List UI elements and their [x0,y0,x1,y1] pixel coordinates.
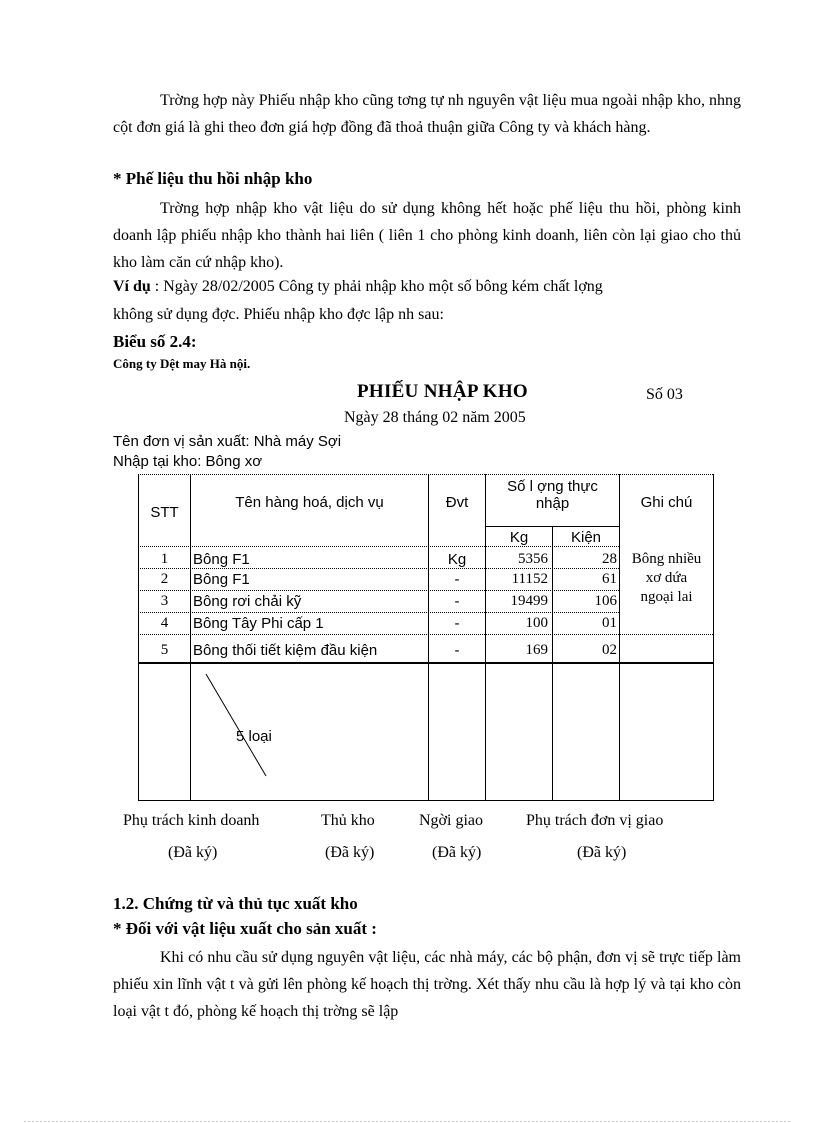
row-1-stt: 1 [160,551,169,567]
row-2-unit: - [454,571,460,588]
sig-signed-storekeeper: (Đã ký) [325,844,375,861]
col-line-5 [619,474,620,801]
section-heading-issue: 1.2. Chứng từ và thủ tục xuất kho [113,894,358,913]
form-title: PHIẾU NHẬP KHO [357,381,528,402]
table-top-border [138,474,714,475]
receiving-store: Nhập tại kho: Bông xơ [113,453,263,470]
paragraph-scrap-receipt: Trờng hợp nhập kho vật liệu do sử dụng không hết hoặc phế liệu thu hồi, phòng kinh doanh lập phiếu nhập kho thành hai liên ( liên 1 cho phòng kinh doanh, liên còn lại giao cho thủ kho làm căn cứ nhập kho). [113,200,741,271]
row-line-1 [138,568,619,569]
header-kg: Kg [509,529,529,546]
row-line-3 [138,612,619,613]
sig-role-business: Phụ trách kinh doanh [123,812,260,829]
sig-signed-business: (Đã ký) [168,844,218,861]
production-unit: Tên đơn vị sản xuất: Nhà máy Sợi [113,433,342,450]
header-stt: STT [150,504,179,521]
row-3-name: Bông rơi chải kỹ [193,593,302,610]
heading-scrap-receipt: * Phế liệu thu hồi nhập kho [113,169,313,188]
paragraph-receipt-contract: Trờng hợp này Phiếu nhập kho cũng tơng tự nh nguyên vật liệu mua ngoài nhập kho, nhng cột đơn giá là ghi theo đơn giá hợp đồng đã thoả thuận giữa Công ty và khách hàng. [113,92,741,136]
paragraph-issue-procedure: Khi có nhu cầu sử dụng nguyên vật liệu, các nhà máy, các bộ phận, đơn vị sẽ trực tiếp làm phiếu xin lĩnh vật t và gửi lên phòng kế hoạch thị trờng. Xét thấy nhu cầu là hợp lý và tại kho còn loại vật t đó, phòng kế hoạch thị trờng sẽ lập [113,949,741,1020]
header-qty-line2: nhập [535,495,570,512]
row-5-unit: - [454,642,460,659]
header-kien: Kiện [570,529,602,546]
page-footer-rule [24,1121,792,1122]
form-number: Số 03 [646,386,683,403]
col-line-1 [190,474,191,801]
row-3-kg: 19499 [510,593,548,609]
row-2-kg: 11152 [511,571,548,587]
row-1-unit: Kg [447,551,467,568]
sig-signed-deliverer: (Đã ký) [432,844,482,861]
row-2-kien: 61 [602,571,617,587]
col-line-6 [713,474,714,801]
row-3-stt: 3 [160,593,169,609]
row-3-kien: 106 [594,593,617,609]
row-4-name: Bông Tây Phi cấp 1 [193,615,324,632]
example-label: Ví dụ [113,278,151,295]
diagonal-strike [200,670,280,782]
row-1-kg: 5356 [518,551,548,567]
sig-role-deliverer: Ngời giao [419,812,484,829]
example-line-2: không sử dụng đợc. Phiếu nhập kho đợc lập nh sau: [113,306,444,323]
note-line-2: xơ dứa [645,570,688,586]
row-5-kien: 02 [602,642,617,658]
row-2-stt: 2 [160,571,169,587]
row-5-name: Bông thối tiết kiệm đầu kiện [193,642,378,659]
sig-signed-unit-head: (Đã ký) [577,844,627,861]
row-5-stt: 5 [160,642,169,658]
example-text-1: : Ngày 28/02/2005 Công ty phải nhập kho một số bông kém chất lợng [154,278,603,295]
sig-role-unit-head: Phụ trách đơn vị giao [526,812,664,829]
header-item-name: Tên hàng hoá, dịch vụ [235,494,384,511]
rows-bottom-border [138,662,714,664]
row-2-name: Bông F1 [193,571,250,588]
company-name: Công ty Dệt may Hà nội. [113,356,251,371]
note-line-1: Bông nhiều [631,551,702,567]
row-5-kg: 169 [525,642,548,658]
example-line-1 [113,278,603,296]
table-bottom-border [138,800,714,801]
row-4-unit: - [454,615,460,632]
note-line-3: ngoại lai [640,589,693,605]
header-unit: Đvt [445,494,469,511]
subheading-production-issue: * Đối với vật liệu xuất cho sản xuất : [113,919,377,938]
form-caption: Biểu số 2.4: [113,332,197,351]
row-3-unit: - [454,593,460,610]
col-line-2 [428,474,429,801]
row-4-kien: 01 [602,615,617,631]
row-1-kien: 28 [602,551,617,567]
col-line-3 [485,474,486,801]
total-items: 5 loại [236,728,272,745]
header-bottom-border [138,546,619,547]
col-line-0 [138,474,139,801]
form-date: Ngày 28 tháng 02 năm 2005 [344,409,526,426]
row-4-kg: 100 [525,615,548,631]
row-line-4 [138,634,714,635]
header-qty-line1: Số l ợng thực [507,478,598,495]
row-line-2 [138,590,619,591]
sig-role-storekeeper: Thủ kho [321,812,375,829]
row-1-name: Bông F1 [193,551,250,568]
header-note: Ghi chú [640,494,693,511]
row-4-stt: 4 [160,615,169,631]
